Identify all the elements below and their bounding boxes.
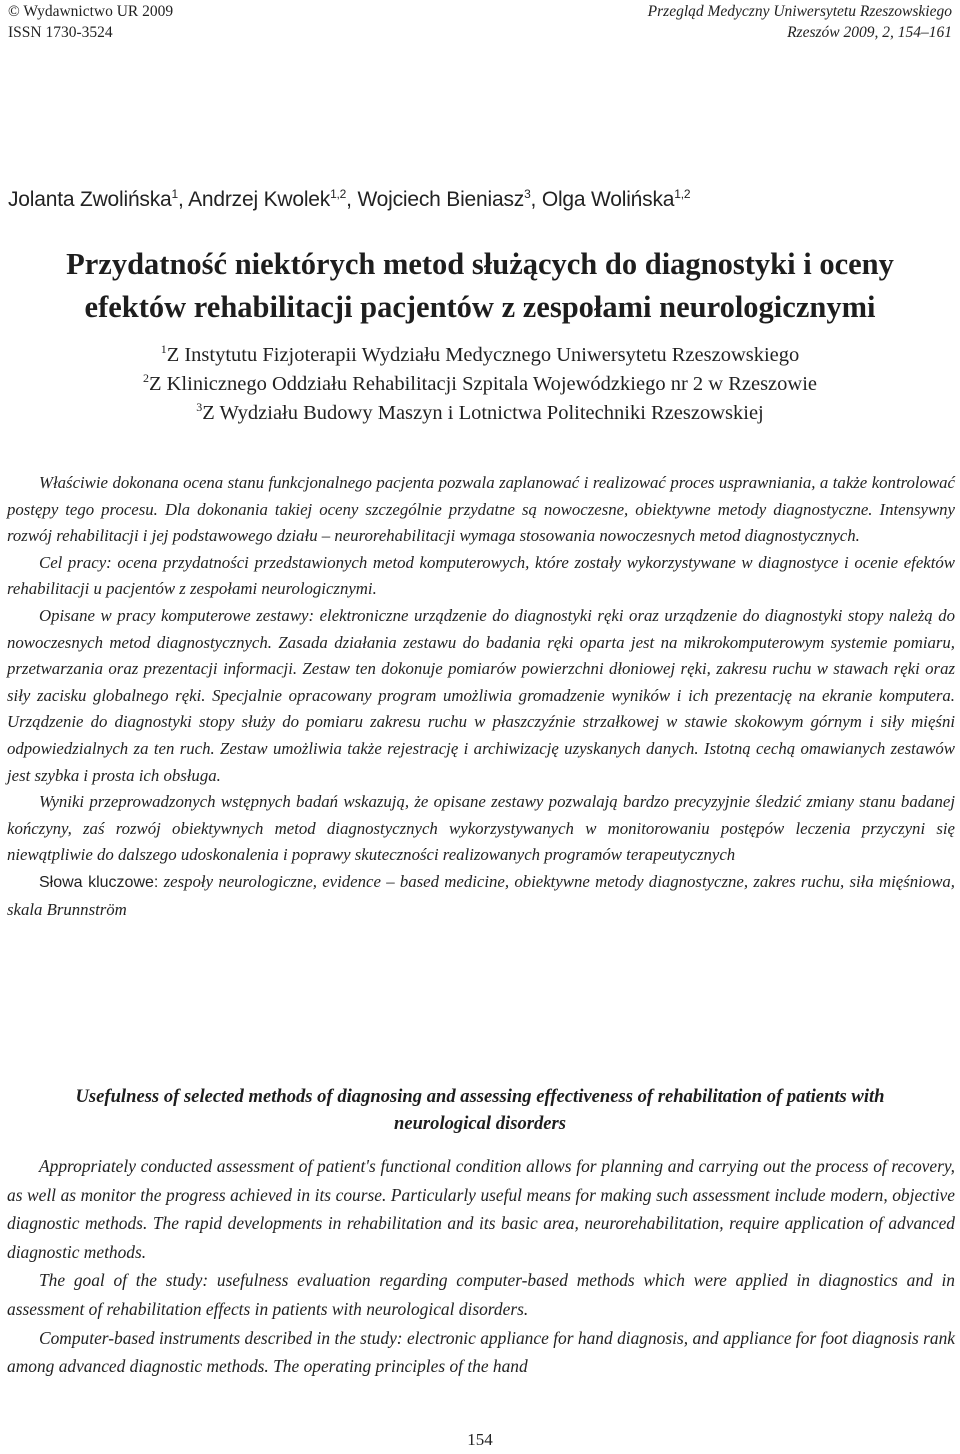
abstract-paragraph: Opisane w pracy komputerowe zestawy: elektroniczne urządzenie do diagnostyki ręki oraz urządzenie do diagnostyki stopy należą do nowoczesnych metod diagnostycznych. Zasada działania zestawu do badania ręki oparta jest na mikrokomputerowym systemie pomiaru, przetwarzania oraz prezentacji informacji. Zestaw ten dokonuje pomiarów powierzchni dłoniowej ręki, zakresu ruchu w stawach ręki oraz siły zacisku globalnego ręki. Specjalnie opracowany program umożliwia gromadzenie wyników i ich prezentację na ekranie komputera. Urządzenie do diagnostyki stopy służy do pomiaru zakresu ruchu w płaszczyźnie strzałkowej w stawie skokowym górnym i siły mięśni odpowiedzialnych za ten ruch. Zestaw umożliwia także rejestrację i archiwizację uzyskanych danych. Istotną cechą omawianych zestawów jest szybka i prosta ich obsługa. — [7, 605, 955, 785]
abstract-paragraph: Appropriately conducted assessment of patient's functional condition allows for planning and carrying out the process of recovery, as well as monitor the progress achieved in its course. Particularly useful means for making such assessment include modern, objective diagnostic methods. The rapid developments in rehabilitation and its basic area, neurorehabilitation, require application of advanced diagnostic methods. — [7, 1156, 955, 1262]
issn-line: ISSN 1730-3524 — [8, 24, 113, 41]
abstract-paragraph: Właściwie dokonana ocena stanu funkcjonalnego pacjenta pozwala zaplanować i realizować proces usprawniania, a także kontrolować postępy tego procesu. Dla dokonania takiej oceny szczególnie przydatne są nowoczesne, obiektywne metody diagnostyczne. Intensywny rozwój rehabilitacji i jej podstawowego działu – neurorehabilitacji wymaga stosowania nowoczesnych metod diagnostycznych. — [7, 473, 955, 546]
abstract-polish — [7, 470, 955, 923]
affiliation — [0, 341, 960, 370]
author-name: Wojciech Bieniasz — [357, 188, 525, 211]
journal-header — [648, 1, 952, 43]
article-title-pl — [0, 243, 960, 329]
affiliation-number: 1 — [160, 342, 167, 357]
author-affiliation-ref: 1,2 — [330, 187, 347, 201]
keywords — [7, 869, 955, 923]
keywords-text: zespoły neurologiczne, evidence – based medicine, obiektywne metody diagnostyczne, zakres ruchu, siła mięśniowa, skala Brunnström — [7, 871, 955, 919]
author-name: Olga Wolińska — [541, 188, 675, 211]
author-affiliation-ref: 3 — [524, 187, 531, 201]
title-line: efektów rehabilitacji pacjentów z zespołami neurologicznymi — [84, 290, 876, 324]
abstract-paragraph: Wyniki przeprowadzonych wstępnych badań wskazują, że opisane zestawy pozwalają bardzo precyzyjnie śledzić zmiany stanu badanej kończyny, zaś rozwój obiektywnych metod diagnostycznych wykorzystywanych w monitorowaniu postępów leczenia przyczyni się niewątpliwie do dalszego udoskonalenia i poprawy skuteczności realizowanych programów terapeutycznych — [7, 792, 955, 865]
affiliation-number: 2 — [142, 371, 149, 386]
author-affiliation-ref: 1 — [171, 187, 178, 201]
abstract-english — [7, 1152, 955, 1381]
author-list: Jolanta Zwolińska$^1$, Andrzej Kwolek$^{1,2}$, Wojciech Bieniasz$^3$, Olga Wolińska$^{1,2}$ — [8, 187, 691, 211]
author-affiliation-ref: 1,2 — [674, 187, 691, 201]
abstract-paragraph: The goal of the study: usefulness evaluation regarding computer-based methods which were applied in diagnostics and in assessment of rehabilitation effects in patients with neurological disorders. — [7, 1270, 955, 1319]
title-line: Przydatność niektórych metod służących do diagnostyki i oceny — [66, 247, 894, 281]
affiliation-number: 3 — [196, 400, 203, 415]
journal-issue: Rzeszów 2009, 2, 154–161 — [787, 24, 952, 41]
article-title-en: Usefulness of selected methods of diagnosing and assessing effectiveness of rehabilitation of patients with neurological disorders — [75, 1086, 885, 1134]
publisher-header — [8, 1, 173, 43]
affiliation-text: Z Klinicznego Oddziału Rehabilitacji Szpitala Wojewódzkiego nr 2 w Rzeszowie — [148, 373, 817, 395]
affiliation-text: Z Instytutu Fizjoterapii Wydziału Medycznego Uniwersytetu Rzeszowskiego — [166, 344, 800, 366]
author-name: Andrzej Kwolek — [188, 188, 331, 211]
abstract-paragraph: Cel pracy: ocena przydatności przedstawionych metod komputerowych, które zostały wykorzystywane w diagnostyce i ocenie efektów rehabilitacji u pacjentów z zespołami neurologicznymi. — [7, 552, 955, 599]
author-name: Jolanta Zwolińska — [8, 188, 172, 211]
copyright-line: © Wydawnictwo UR 2009 — [8, 3, 174, 20]
page-number: 154 — [467, 1430, 493, 1449]
journal-name: Przegląd Medyczny Uniwersytetu Rzeszowskiego — [647, 3, 952, 20]
keywords-label: Słowa kluczowe: — [39, 873, 159, 891]
affiliation-text: Z Wydziału Budowy Maszyn i Lotnictwa Politechniki Rzeszowskiej — [202, 402, 764, 424]
affiliations — [0, 341, 960, 428]
affiliation — [0, 399, 960, 428]
affiliation — [0, 370, 960, 399]
abstract-paragraph: Computer-based instruments described in the study: electronic appliance for hand diagnosis, and appliance for foot diagnosis rank among advanced diagnostic methods. The operating principles of the hand — [7, 1327, 955, 1377]
